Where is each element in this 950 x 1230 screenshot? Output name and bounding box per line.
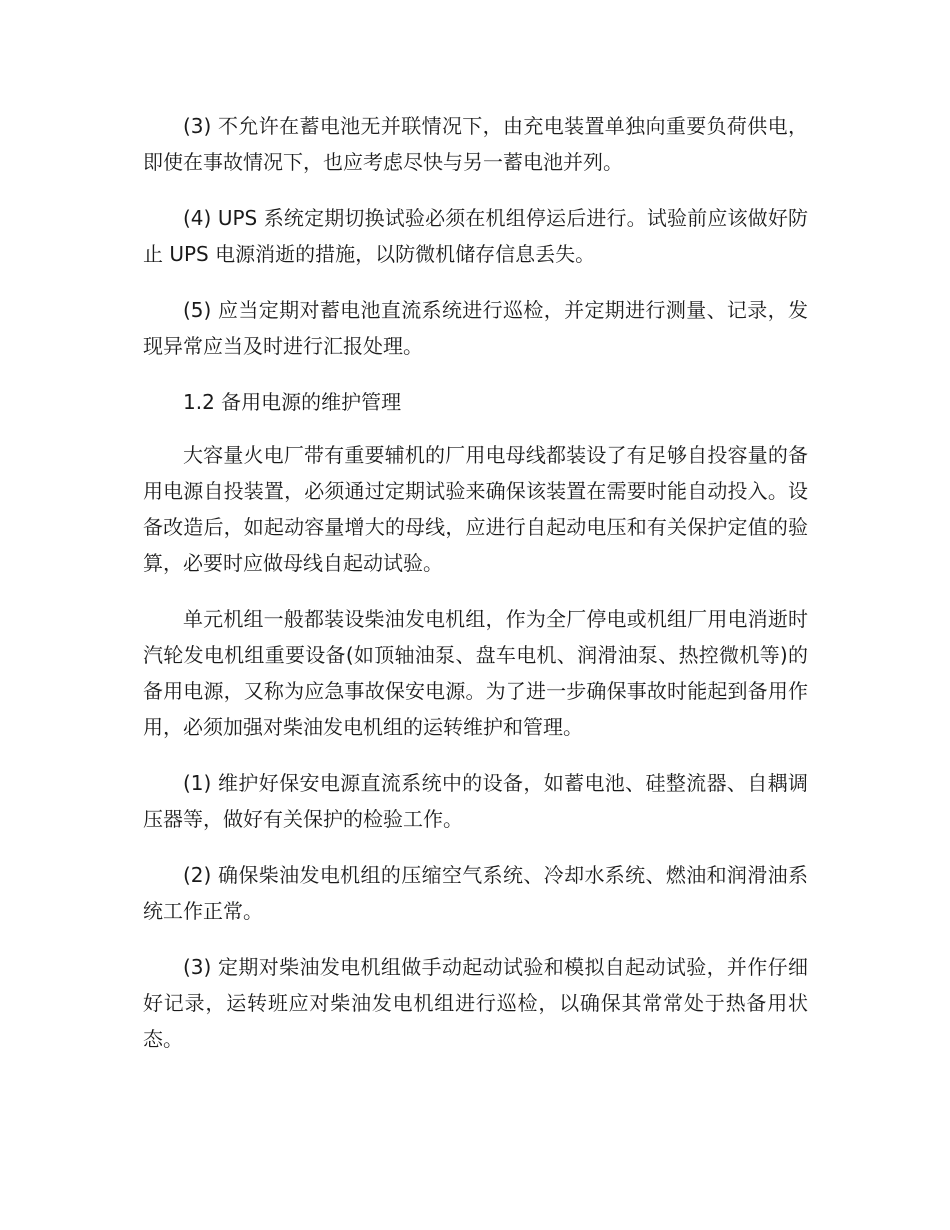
paragraph-battery-parallel: (3) 不允许在蓄电池无并联情况下，由充电装置单独向重要负荷供电，即使在事故情况下，也应考虑尽快与另一蓄电池并列。 — [143, 114, 808, 174]
paragraph-dc-system-maintenance: (1) 维护好保安电源直流系统中的设备，如蓄电池、硅整流器、自耦调压器等，做好有关保护的检验工作。 — [143, 771, 808, 831]
paragraph-startup-tests: (3) 定期对柴油发电机组做手动起动试验和模拟自起动试验，并作仔细好记录，运转班应对柴油发电机组进行巡检，以确保其常常处于热备用状态。 — [143, 955, 808, 1051]
paragraph-battery-inspection: (5) 应当定期对蓄电池直流系统进行巡检，并定期进行测量、记录，发现异常应当及时进行汇报处理。 — [143, 298, 808, 358]
document-body — [143, 108, 808, 1077]
paragraph-generator-subsystems: (2) 确保柴油发电机组的压缩空气系统、冷却水系统、燃油和润滑油系统工作正常。 — [143, 863, 808, 923]
paragraph-backup-power-auto-switch: 大容量火电厂带有重要辅机的厂用电母线都装设了有足够自投容量的备用电源自投装置，必须通过定期试验来确保该装置在需要时能自动投入。设备改造后，如起动容量增大的母线，应进行自起动电压和有关保护定值的验算，必要时应做母线自起动试验。 — [143, 443, 808, 575]
section-heading: 1.2 备用电源的维护管理 — [183, 390, 402, 414]
paragraph-ups-switch-test: (4) UPS 系统定期切换试验必须在机组停运后进行。试验前应该做好防止 UPS 电源消逝的措施，以防微机储存信息丢失。 — [143, 206, 808, 266]
paragraph-diesel-generator: 单元机组一般都装设柴油发电机组，作为全厂停电或机组厂用电消逝时汽轮发电机组重要设备(如顶轴油泵、盘车电机、润滑油泵、热控微机等)的备用电源，又称为应急事故保安电源。为了进一步确保事故时能起到备用作用，必须加强对柴油发电机组的运转维护和管理。 — [143, 607, 808, 739]
